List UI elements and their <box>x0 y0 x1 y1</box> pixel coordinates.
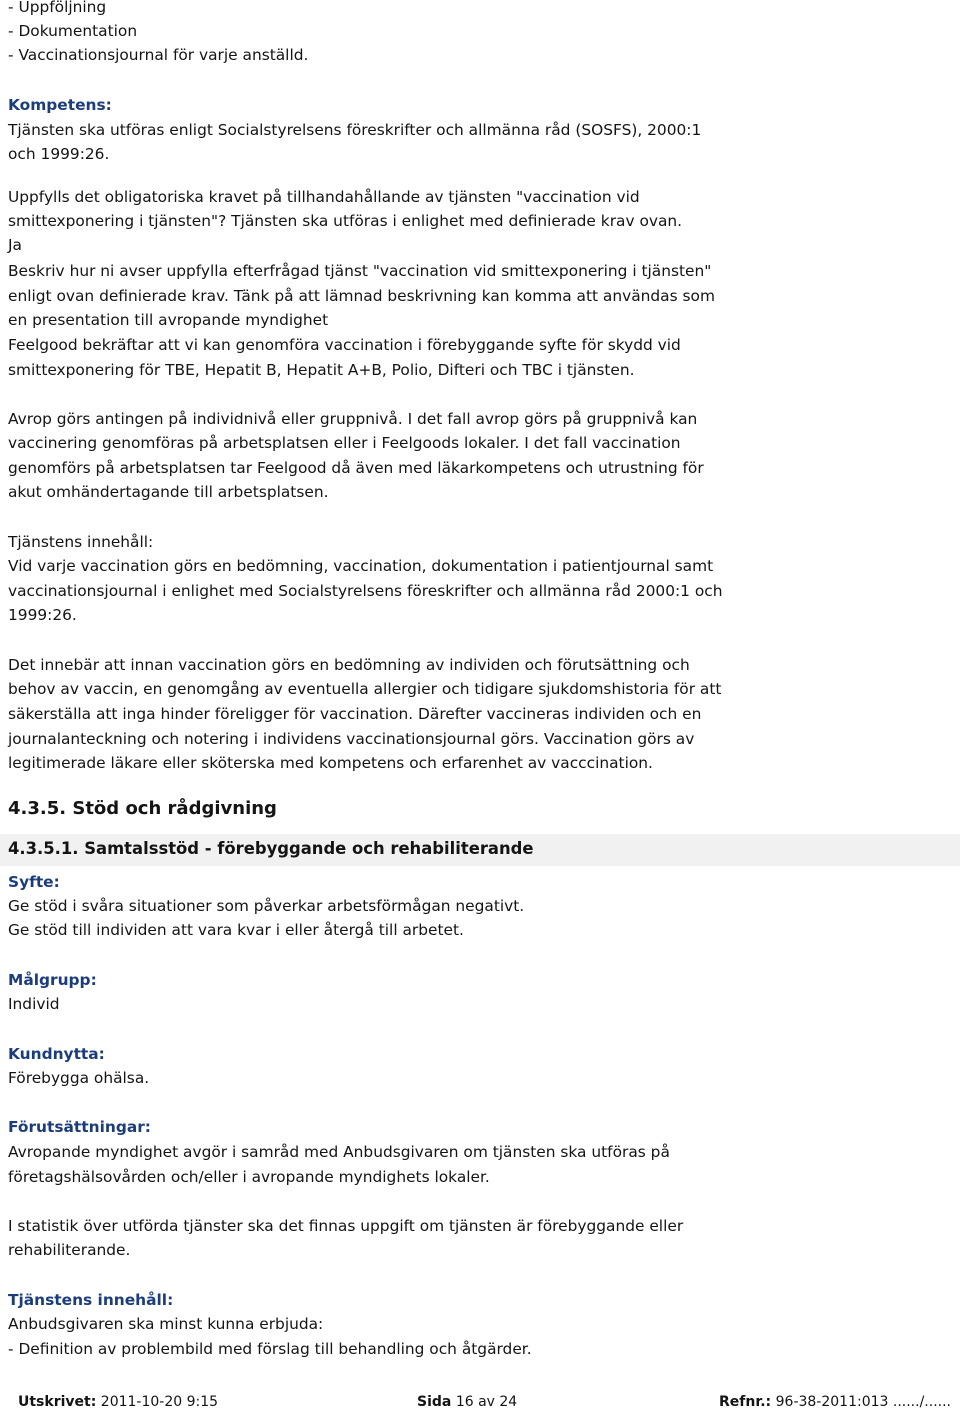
answer-text: smittexponering för TBE, Hepatit B, Hepatit A+B, Polio, Difteri och TBC i tjänsten. <box>8 361 635 379</box>
content-heading: Tjänstens innehåll: <box>8 533 154 551</box>
syfte-text: Ge stöd i svåra situationer som påverkar arbetsförmågan negativt. <box>8 897 525 915</box>
list-item: - Dokumentation <box>8 22 138 40</box>
content-text: behov av vaccin, en genomgång av eventuella allergier och tidigare sjukdomshistoria för att <box>8 680 722 698</box>
syfte-text: Ge stöd till individen att vara kvar i eller återgå till arbetet. <box>8 921 464 939</box>
innehall-text: - Definition av problembild med förslag till behandling och åtgärder. <box>8 1340 532 1358</box>
content-text: säkerställa att inga hinder föreligger för vaccination. Därefter vaccineras individen och en <box>8 705 702 723</box>
footer-page-label: Sida <box>417 1394 452 1410</box>
content-text: 1999:26. <box>8 606 77 624</box>
question-text: smittexponering i tjänsten"? Tjänsten ska utföras i enlighet med definierade krav ovan. <box>8 212 683 230</box>
content-text: Vid varje vaccination görs en bedömning, vaccination, dokumentation i patientjournal samt <box>8 557 714 575</box>
footer-printed-label: Utskrivet: <box>18 1394 97 1410</box>
footer-refnr-label: Refnr.: <box>719 1394 772 1410</box>
list-item: - Vaccinationsjournal för varje anställd. <box>8 46 309 64</box>
answer-text: Ja <box>8 236 22 254</box>
syfte-label: Syfte: <box>8 873 60 891</box>
footer-refnr <box>719 1394 951 1410</box>
footer-printed <box>18 1394 218 1410</box>
innehall-text: Anbudsgivaren ska minst kunna erbjuda: <box>8 1315 324 1333</box>
malgrupp-value: Individ <box>8 995 60 1013</box>
kompetens-label: Kompetens: <box>8 96 112 114</box>
footer-printed-value: 2011-10-20 9:15 <box>100 1394 219 1410</box>
question-text: en presentation till avropande myndighet <box>8 311 329 329</box>
malgrupp-label: Målgrupp: <box>8 971 97 989</box>
content-text: vaccinationsjournal i enlighet med Socialstyrelsens föreskrifter och allmänna råd 2000:1 och <box>8 582 723 600</box>
answer-text: genomförs på arbetsplatsen tar Feelgood då även med läkarkompetens och utrustning för <box>8 459 704 477</box>
statistik-text: rehabiliterande. <box>8 1241 131 1259</box>
statistik-text: I statistik över utförda tjänster ska det finnas uppgift om tjänsten är förebyggande eller <box>8 1217 684 1235</box>
forutsattningar-text: Avropande myndighet avgör i samråd med Anbudsgivaren om tjänsten ska utföras på <box>8 1143 670 1161</box>
answer-text: vaccinering genomföras på arbetsplatsen eller i Feelgoods lokaler. I det fall vaccination <box>8 434 681 452</box>
footer-refnr-value: 96-38-2011:013 ....../...... <box>775 1394 951 1410</box>
forutsattningar-label: Förutsättningar: <box>8 1118 151 1136</box>
question-text: Beskriv hur ni avser uppfylla efterfrågad tjänst "vaccination vid smittexponering i tjänsten" <box>8 262 712 280</box>
subsection-heading-bar <box>0 834 960 866</box>
forutsattningar-text: företagshälsovården och/eller i avropande myndighets lokaler. <box>8 1168 490 1186</box>
question-text: Uppfylls det obligatoriska kravet på tillhandahållande av tjänsten "vaccination vid <box>8 188 640 206</box>
footer-page <box>417 1394 517 1410</box>
content-text: journalanteckning och notering i individens vaccinationsjournal görs. Vaccination görs av <box>8 730 695 748</box>
footer-page-value: 16 av 24 <box>455 1394 518 1410</box>
innehall-label: Tjänstens innehåll: <box>8 1291 174 1309</box>
section-heading: 4.3.5. Stöd och rådgivning <box>8 798 277 819</box>
answer-text: Avrop görs antingen på individnivå eller gruppnivå. I det fall avrop görs på gruppnivå kan <box>8 410 698 428</box>
kundnytta-label: Kundnytta: <box>8 1045 105 1063</box>
content-text: legitimerade läkare eller sköterska med kompetens och erfarenhet av vacccination. <box>8 754 653 772</box>
kundnytta-value: Förebygga ohälsa. <box>8 1069 150 1087</box>
kompetens-text: och 1999:26. <box>8 145 110 163</box>
content-text: Det innebär att innan vaccination görs en bedömning av individen och förutsättning och <box>8 656 690 674</box>
page-footer <box>0 1394 960 1412</box>
subsection-heading: 4.3.5.1. Samtalsstöd - förebyggande och rehabiliterande <box>8 839 534 858</box>
answer-text: Feelgood bekräftar att vi kan genomföra vaccination i förebyggande syfte för skydd vid <box>8 336 681 354</box>
answer-text: akut omhändertagande till arbetsplatsen. <box>8 483 329 501</box>
kompetens-text: Tjänsten ska utföras enligt Socialstyrelsens föreskrifter och allmänna råd (SOSFS), 2000:1 <box>8 121 702 139</box>
question-text: enligt ovan definierade krav. Tänk på att lämnad beskrivning kan komma att användas som <box>8 287 715 305</box>
list-item: - Uppföljning <box>8 0 107 16</box>
